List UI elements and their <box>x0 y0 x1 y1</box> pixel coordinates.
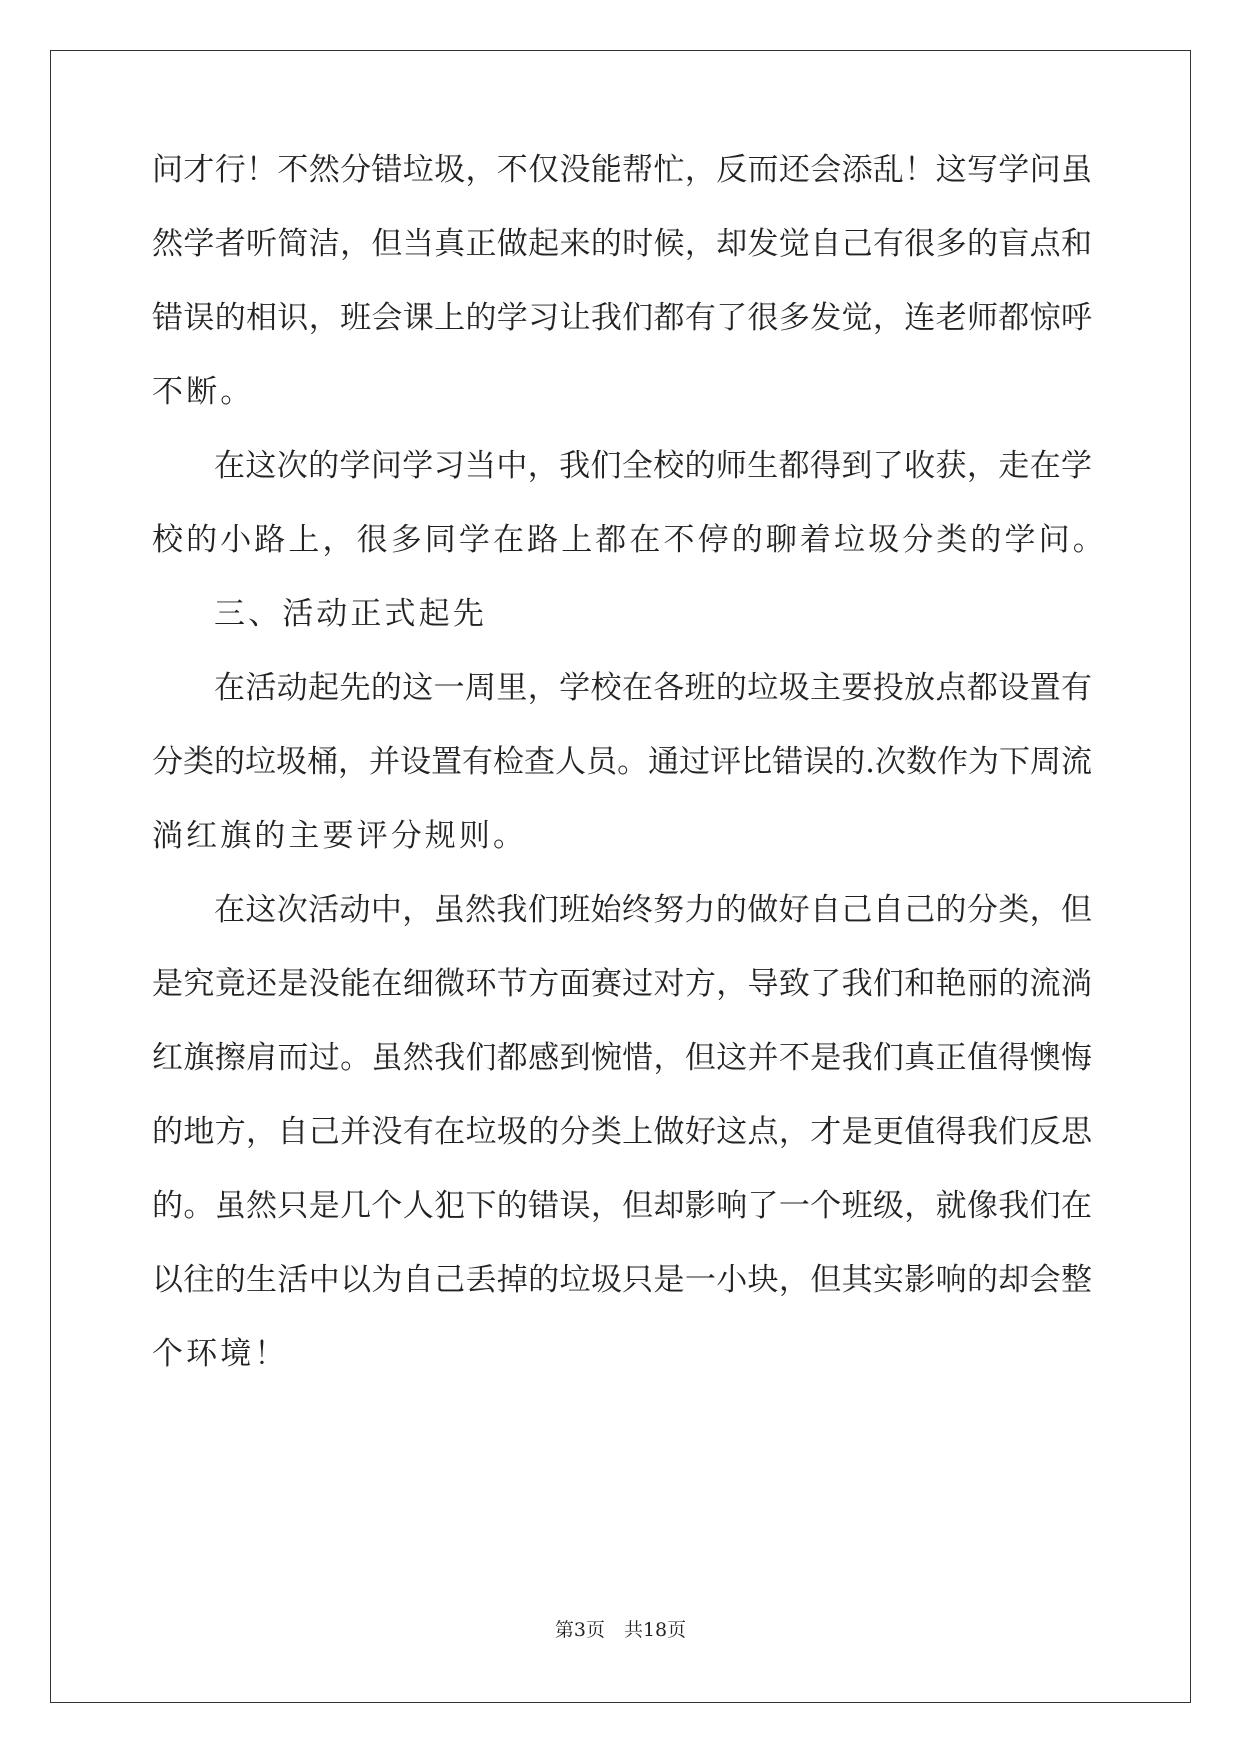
body-line: 不断。 <box>152 374 255 410</box>
body-line: 然学者听简洁，但当真正做起来的时候，却发觉自己有很多的盲点和 <box>152 226 1092 262</box>
body-line: 的地方，自己并没有在垃圾的分类上做好这点，才是更值得我们反思 <box>152 1114 1092 1150</box>
paragraph-first-line: 在这次的学问学习当中，我们全校的师生都得到了收获，走在学 <box>214 448 1092 484</box>
section-heading: 三、活动正式起先 <box>214 596 487 632</box>
body-line: 个环境！ <box>152 1336 289 1372</box>
body-line: 以往的生活中以为自己丢掉的垃圾只是一小块，但其实影响的却会整 <box>152 1262 1092 1298</box>
body-line: 的。虽然只是几个人犯下的错误，但却影响了一个班级，就像我们在 <box>152 1188 1092 1224</box>
body-line: 红旗擦肩而过。虽然我们都感到惋惜，但这并不是我们真正值得懊悔 <box>152 1040 1092 1076</box>
body-line: 错误的相识，班会课上的学习让我们都有了很多发觉，连老师都惊呼 <box>152 300 1092 336</box>
body-line: 淌红旗的主要评分规则。 <box>152 818 528 854</box>
body-line: 是究竟还是没能在细微环节方面赛过对方，导致了我们和艳丽的流淌 <box>152 966 1092 1002</box>
page-number-footer: 第3页 共18页 <box>554 1619 687 1641</box>
body-line: 问才行！不然分错垃圾，不仅没能帮忙，反而还会添乱！这写学问虽 <box>152 152 1092 188</box>
paragraph-first-line: 在活动起先的这一周里，学校在各班的垃圾主要投放点都设置有 <box>214 670 1092 706</box>
body-line: 分类的垃圾桶，并设置有检查人员。通过评比错误的.次数作为下周流 <box>152 744 1092 780</box>
body-line: 校的小路上，很多同学在路上都在不停的聊着垃圾分类的学问。 <box>152 522 1107 558</box>
paragraph-first-line: 在这次活动中，虽然我们班始终努力的做好自己自己的分类，但 <box>214 892 1092 928</box>
